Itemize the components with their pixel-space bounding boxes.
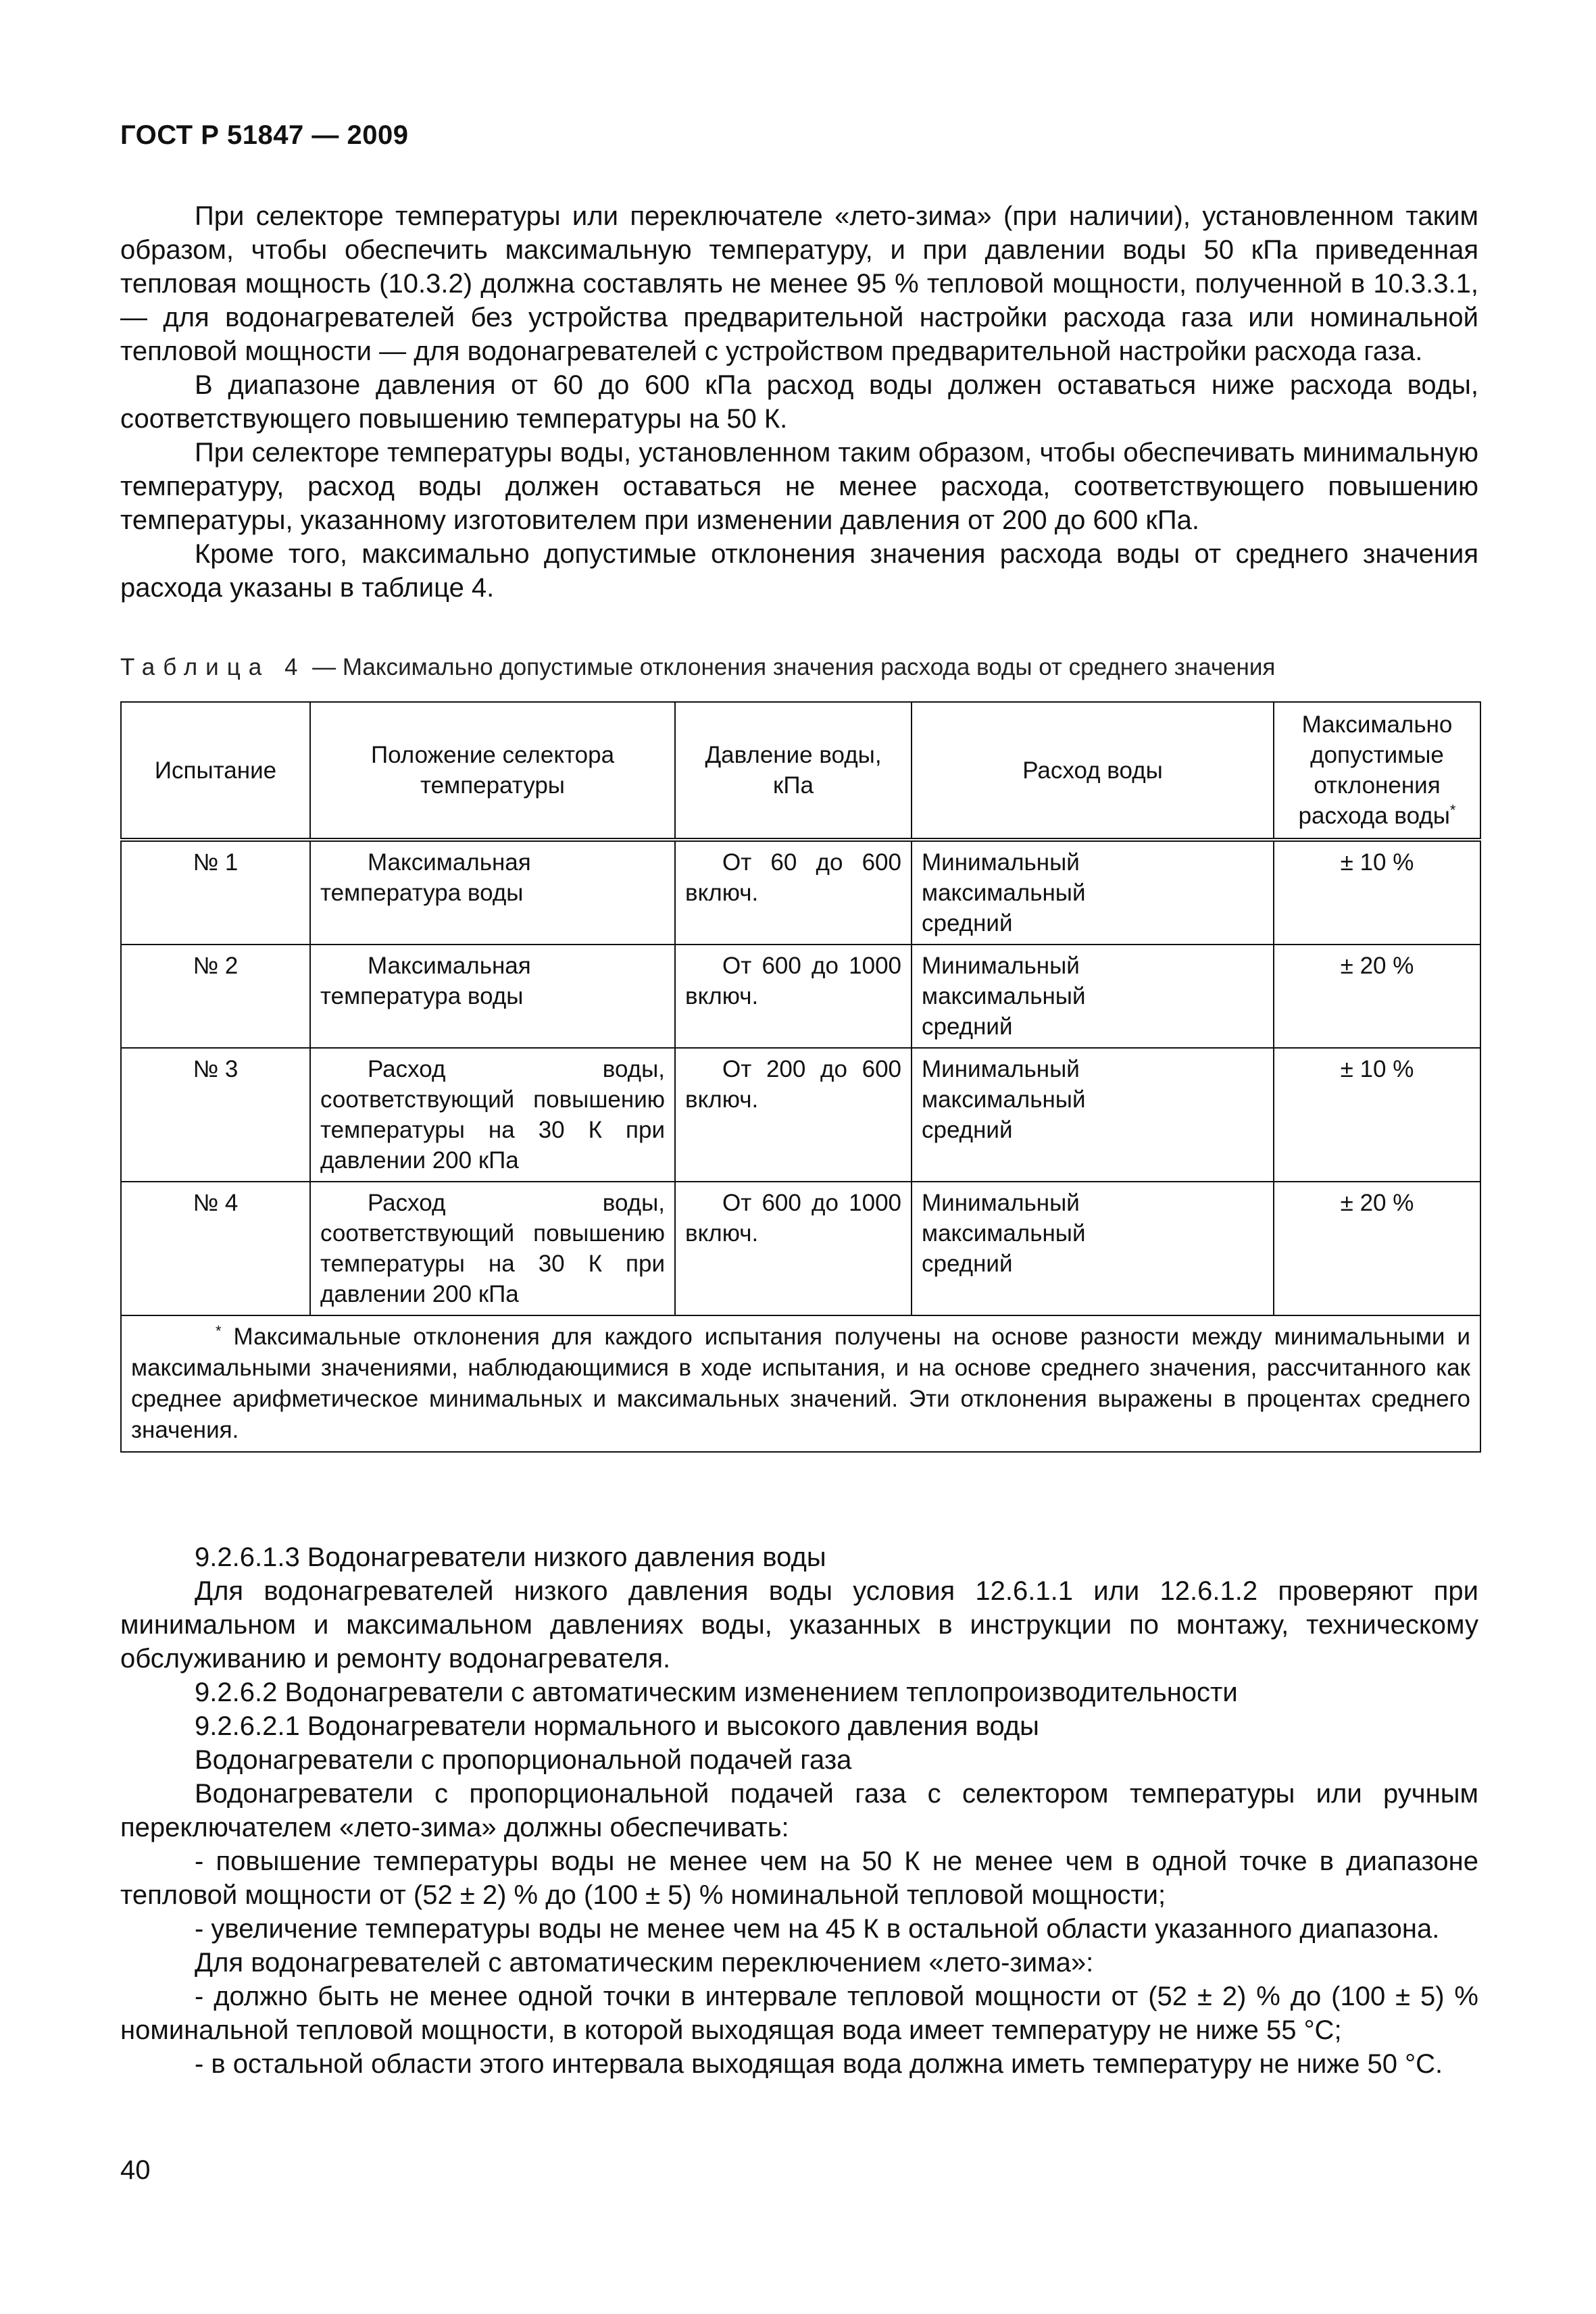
paragraph: При селекторе температуры или переключателе «лето-зима» (при наличии), установленном таким образом, чтобы обеспечить максимальную температуру, и при давлении воды 50 кПа приведенная тепловая мощность (10.3.2) должна составлять не менее 95 % тепловой мощности, полученной в 10.3.3.1, — для водонагревателей без устройства предварительной настройки расхода газа или номинальной тепловой мощности — для водонагревателей с устройством предварительной настройки расхода газа. (120, 201, 1478, 366)
cell-selector (310, 1048, 675, 1182)
table-header-row (121, 702, 1480, 840)
table-row (121, 945, 1480, 1048)
intro-text (120, 199, 1478, 605)
subheading: Водонагреватели с пропорциональной подачей газа (195, 1745, 852, 1775)
flow-max: максимальный (922, 1086, 1086, 1113)
list-item: - увеличение температуры воды не менее чем на 45 К в остальной области указанного диапазона. (195, 1914, 1440, 1944)
table-row (121, 1048, 1480, 1182)
cell-pressure-text: От 60 до 600 включ. (685, 849, 901, 906)
table-footnote-row (121, 1315, 1480, 1452)
table-caption (120, 654, 1275, 681)
flow-avg: средний (922, 1013, 1013, 1040)
cell-pressure (675, 840, 912, 945)
cell-pressure-text: От 600 до 1000 включ. (685, 1190, 901, 1247)
table-caption-label: Таблица 4 (120, 654, 306, 680)
flow-avg: средний (922, 910, 1013, 936)
section-heading: 9.2.6.1.3 Водонагреватели низкого давления воды (195, 1542, 826, 1572)
header-pressure: Давление воды, кПа (675, 702, 912, 840)
cell-selector (310, 840, 675, 945)
cell-selector-text: Максимальная температура воды (320, 849, 531, 906)
cell-pressure-text: От 200 до 600 включ. (685, 1056, 901, 1113)
section-heading: 9.2.6.2 Водонагреватели с автоматическим изменением теплопроизводительности (195, 1678, 1238, 1707)
cell-pressure (675, 1048, 912, 1182)
cell-pressure (675, 945, 912, 1048)
cell-selector (310, 945, 675, 1048)
cell-deviation: ± 10 % (1274, 1048, 1480, 1182)
section-text (120, 1540, 1478, 2081)
deviation-table (120, 701, 1481, 1453)
footnote-mark: * (216, 1322, 222, 1340)
list-item: - повышение температуры воды не менее чем на 50 К не менее чем в одной точке в диапазоне тепловой мощности от (52 ± 2) % до (100 ± 5) % номинальной тепловой мощности; (120, 1846, 1478, 1910)
paragraph: Кроме того, максимально допустимые отклонения значения расхода воды от среднего значения расхода указаны в таблице 4. (120, 539, 1478, 603)
cell-flow (912, 1182, 1274, 1315)
flow-avg: средний (922, 1251, 1013, 1277)
header-deviation-text: Максимально допустимые отклонения расхода воды (1298, 711, 1453, 829)
cell-selector (310, 1182, 675, 1315)
page-number: 40 (120, 2155, 151, 2185)
cell-pressure-text: От 600 до 1000 включ. (685, 953, 901, 1009)
header-flow: Расход воды (912, 702, 1274, 840)
section-heading: 9.2.6.2.1 Водонагреватели нормального и высокого давления воды (195, 1711, 1039, 1741)
footnote-marker: * (1449, 801, 1456, 819)
table-footnote (121, 1315, 1480, 1452)
flow-min: Минимальный (922, 849, 1080, 876)
paragraph: В диапазоне давления от 60 до 600 кПа расход воды должен оставаться ниже расхода воды, соответствующего повышению температуры на 50 К. (120, 370, 1478, 434)
header-deviation (1274, 702, 1480, 840)
flow-max: максимальный (922, 880, 1086, 906)
header-selector: Положение селектора температуры (310, 702, 675, 840)
cell-flow (912, 1048, 1274, 1182)
cell-deviation: ± 20 % (1274, 945, 1480, 1048)
flow-max: максимальный (922, 983, 1086, 1009)
cell-deviation: ± 20 % (1274, 1182, 1480, 1315)
paragraph: Для водонагревателей низкого давления воды условия 12.6.1.1 или 12.6.1.2 проверяют при минимальном и максимальном давлениях воды, указанных в инструкции по монтажу, техническому обслуживанию и ремонту водонагревателя. (120, 1576, 1478, 1674)
paragraph: Для водонагревателей с автоматическим переключением «лето-зима»: (195, 1948, 1094, 1978)
table-row (121, 840, 1480, 945)
cell-selector-text: Максимальная температура воды (320, 953, 531, 1009)
cell-selector-text: Расход воды, соответствующий повышению температуры на 30 К при давлении 200 кПа (320, 1056, 665, 1174)
paragraph: Водонагреватели с пропорциональной подачей газа с селектором температуры или ручным переключателем «лето-зима» должны обеспечивать: (120, 1779, 1478, 1842)
list-item: - должно быть не менее одной точки в интервале тепловой мощности от (52 ± 2) % до (100 ± 5) % номинальной тепловой мощности, в которой выходящая вода имеет температуру не ниже 55 °С; (120, 1982, 1478, 2045)
cell-test: № 2 (121, 945, 310, 1048)
table-row (121, 1182, 1480, 1315)
cell-test: № 3 (121, 1048, 310, 1182)
list-item: - в остальной области этого интервала выходящая вода должна иметь температуру не ниже 50 °С. (195, 2049, 1443, 2079)
cell-pressure (675, 1182, 912, 1315)
footnote-text: Максимальные отклонения для каждого испытания получены на основе разности между минимальными и максимальными значениями, наблюдающимися в ходе испытания, и на основе среднего значения, рассчитанного как среднее арифметическое минимальных и максимальных значений. Эти отклонения выражены в процентах среднего значения. (131, 1324, 1470, 1443)
cell-test: № 1 (121, 840, 310, 945)
flow-min: Минимальный (922, 1190, 1080, 1216)
cell-flow (912, 945, 1274, 1048)
flow-avg: средний (922, 1117, 1013, 1143)
header-test: Испытание (121, 702, 310, 840)
cell-test: № 4 (121, 1182, 310, 1315)
flow-min: Минимальный (922, 1056, 1080, 1082)
table-caption-text: — Максимально допустимые отклонения значения расхода воды от среднего значения (312, 654, 1276, 680)
cell-deviation: ± 10 % (1274, 840, 1480, 945)
cell-flow (912, 840, 1274, 945)
flow-min: Минимальный (922, 953, 1080, 979)
paragraph: При селекторе температуры воды, установленном таким образом, чтобы обеспечивать минимальную температуру, расход воды должен оставаться не менее расхода, соответствующего повышению температуры, указанному изготовителем при изменении давления от 200 до 600 кПа. (120, 438, 1478, 535)
flow-max: максимальный (922, 1220, 1086, 1247)
cell-selector-text: Расход воды, соответствующий повышению температуры на 30 К при давлении 200 кПа (320, 1190, 665, 1307)
document-header: ГОСТ Р 51847 — 2009 (120, 120, 409, 150)
